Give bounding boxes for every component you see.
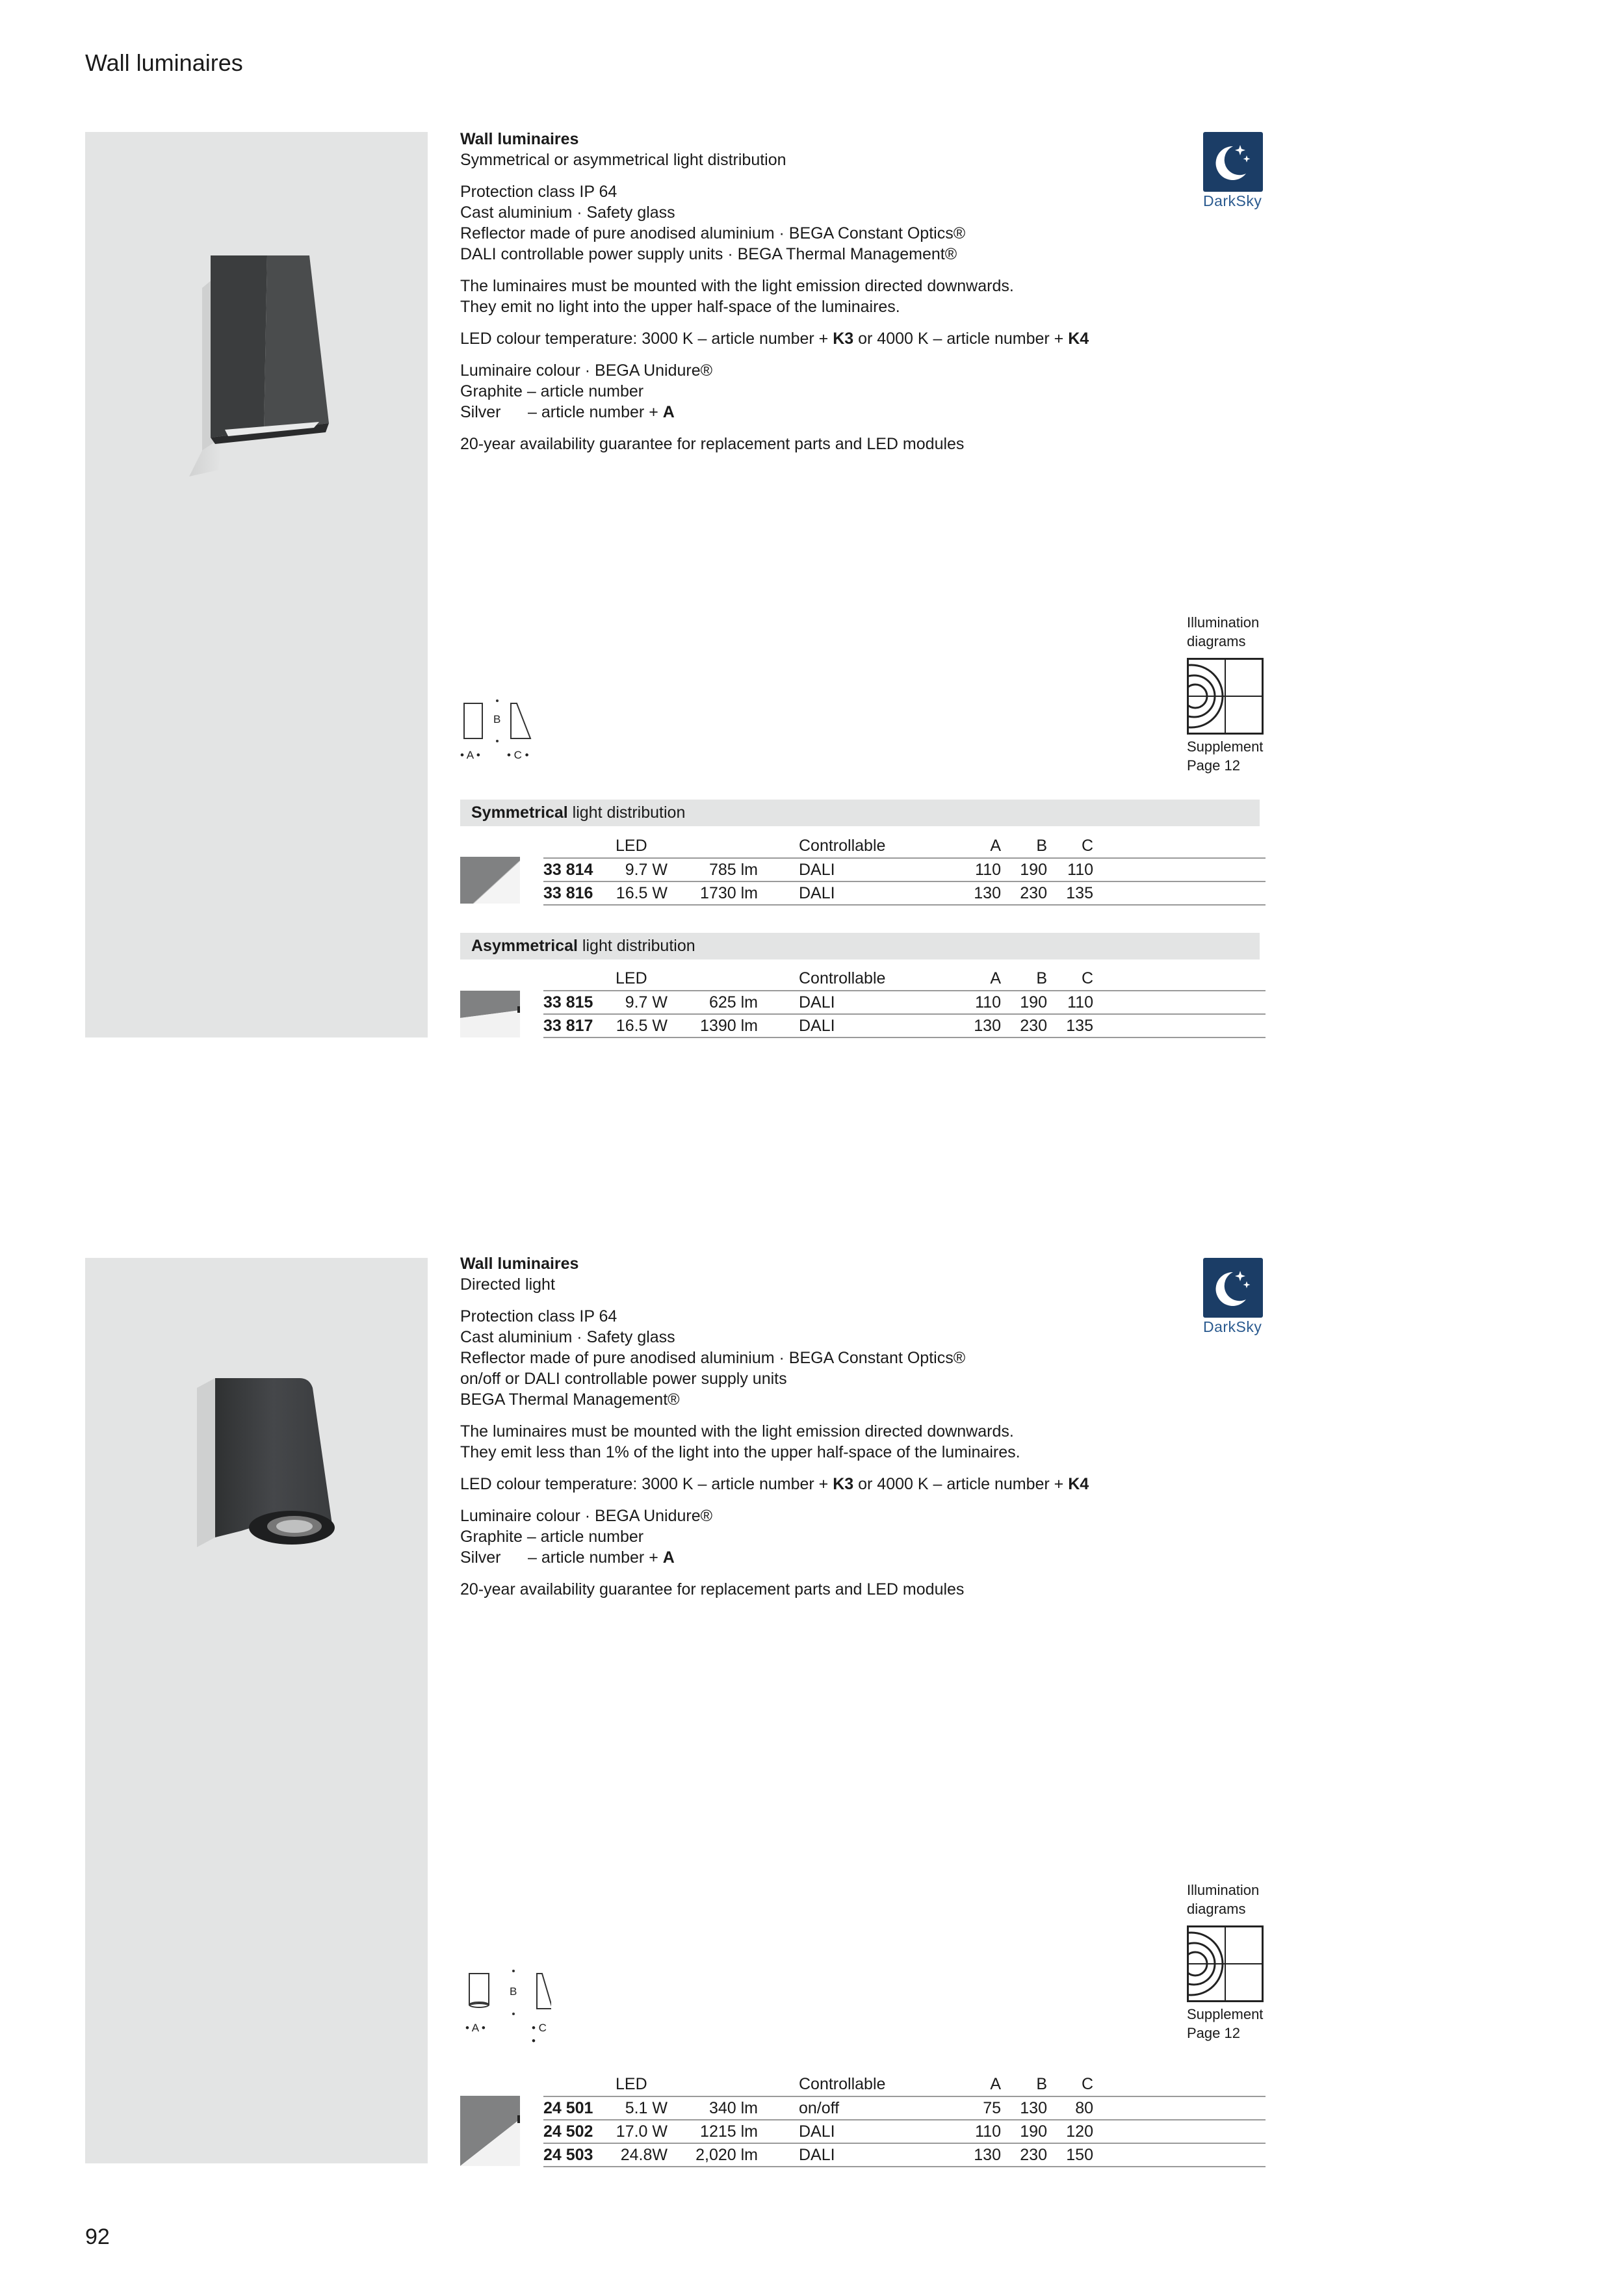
mounting-line: They emit no light into the upper half-space of the luminaires. [460, 298, 900, 316]
page-title: Wall luminaires [85, 49, 243, 76]
illumination-diagram-icon[interactable] [1187, 1925, 1264, 2002]
table-row [543, 1014, 1266, 1037]
silver-suffix: A [662, 1548, 675, 1567]
dim-b: 190 [1001, 858, 1047, 881]
dim-b-label: B [510, 1985, 517, 1998]
dim-a: 75 [935, 2096, 1001, 2120]
supplement-label: Supplement [1187, 2006, 1264, 2022]
header-c: C [1081, 969, 1093, 987]
colour-temp-prefix: LED colour temperature: 3000 K – article number + [460, 1475, 833, 1493]
wattage: 16.5 W [616, 1014, 677, 1037]
header-led: LED [616, 969, 647, 987]
article-number: 24 503 [543, 2143, 616, 2167]
header-c: C [1081, 837, 1093, 855]
header-c: C [1081, 2075, 1093, 2093]
spec-line: Protection class IP 64 [460, 183, 617, 201]
colour-temperature [460, 1474, 1175, 1494]
spec-line: Reflector made of pure anodised aluminium · BEGA Constant Optics® [460, 1349, 966, 1367]
wall-luminaire-rounded-image [85, 1258, 428, 2163]
band-rest: light distribution [567, 803, 686, 822]
colour-temp-k4: K4 [1068, 1475, 1089, 1493]
controllable: DALI [799, 991, 935, 1014]
mounting-line: The luminaires must be mounted with the light emission directed downwards. [460, 1422, 1014, 1441]
dim-b: 190 [1001, 991, 1047, 1014]
silver-label: Silver [460, 403, 501, 421]
controllable: DALI [799, 858, 935, 881]
lumen: 340 lm [677, 2096, 799, 2120]
dim-c-label: • C • [532, 2022, 547, 2047]
header-controllable: Controllable [799, 837, 886, 855]
dimension-sketch [460, 697, 538, 767]
mounting-line: They emit less than 1% of the light into the upper half-space of the luminaires. [460, 1443, 1020, 1461]
dim-c: 80 [1047, 2096, 1093, 2120]
spec-line: Cast aluminium · Safety glass [460, 203, 675, 222]
header-controllable: Controllable [799, 2075, 886, 2093]
lumen: 1215 lm [677, 2120, 799, 2143]
illumination-label-line: Illumination [1187, 614, 1260, 631]
dim-a: 110 [935, 991, 1001, 1014]
light-distribution-icon [460, 857, 520, 904]
colour-line: Graphite – article number [460, 382, 644, 400]
illumination-label-line: diagrams [1187, 1901, 1246, 1917]
dimension-sketch [460, 1968, 551, 2047]
controllable: DALI [799, 881, 935, 905]
header-led: LED [616, 837, 647, 855]
directed-light-table [543, 2072, 1266, 2167]
silver-line [460, 1547, 1175, 1568]
light-distribution-icon [460, 991, 520, 1037]
header-led: LED [616, 2075, 647, 2093]
header-b: B [1036, 837, 1047, 855]
product-1-heading: Wall luminaires [460, 130, 579, 148]
page-number: 92 [85, 2224, 110, 2249]
band-rest: light distribution [577, 937, 695, 955]
dim-a-label: • A • [460, 749, 480, 761]
article-number: 33 814 [543, 858, 616, 881]
symmetrical-band [460, 800, 1260, 826]
product-2-subtitle: Directed light [460, 1275, 555, 1294]
lumen: 2,020 lm [677, 2143, 799, 2167]
symmetrical-light-thumbnail [460, 857, 520, 904]
silver-text: – article number + [528, 403, 663, 421]
wattage: 17.0 W [616, 2120, 677, 2143]
table-header [543, 2072, 1266, 2096]
asymmetrical-table [543, 967, 1266, 1038]
controllable: DALI [799, 1014, 935, 1037]
table-row [543, 881, 1266, 905]
wall-luminaire-angular-image [85, 132, 428, 1037]
illumination-label [1187, 613, 1259, 651]
colour-line: Graphite – article number [460, 1528, 644, 1546]
spec-line: on/off or DALI controllable power supply units [460, 1370, 787, 1388]
header-b: B [1036, 969, 1047, 987]
controllable: on/off [799, 2096, 935, 2120]
spec-line: Reflector made of pure anodised aluminium · BEGA Constant Optics® [460, 224, 966, 242]
darksky-label: DarkSky [1203, 1318, 1262, 1335]
dim-b: 190 [1001, 2120, 1047, 2143]
product-photo-1 [85, 132, 428, 1037]
table-row [543, 2120, 1266, 2143]
darksky-label: DarkSky [1203, 192, 1262, 209]
supplement-page: Page 12 [1187, 2025, 1240, 2041]
dim-a: 130 [935, 881, 1001, 905]
dim-c: 135 [1047, 1014, 1093, 1037]
silver-text: – article number + [528, 1548, 663, 1567]
supplement-label: Supplement [1187, 738, 1264, 755]
table-row [543, 991, 1266, 1014]
controllable: DALI [799, 2120, 935, 2143]
asymmetrical-band [460, 933, 1260, 959]
dim-b: 230 [1001, 2143, 1047, 2167]
guarantee-text: 20-year availability guarantee for replacement parts and LED modules [460, 1580, 965, 1598]
colour-line: Luminaire colour · BEGA Unidure® [460, 1507, 713, 1525]
lumen: 1390 lm [677, 1014, 799, 1037]
supplement-page: Page 12 [1187, 757, 1240, 774]
illumination-diagram-icon[interactable] [1187, 658, 1264, 735]
header-controllable: Controllable [799, 969, 886, 987]
dim-a: 130 [935, 2143, 1001, 2167]
dim-c: 150 [1047, 2143, 1093, 2167]
colour-temp-mid: or 4000 K – article number + [853, 330, 1069, 348]
dim-a: 110 [935, 858, 1001, 881]
light-distribution-icon [460, 2096, 520, 2166]
lumen: 1730 lm [677, 881, 799, 905]
moon-stars-icon [1203, 132, 1263, 192]
supplement-ref[interactable] [1187, 2005, 1263, 2042]
band-bold: Symmetrical [471, 803, 568, 822]
header-a: A [990, 2075, 1001, 2093]
spec-line: Protection class IP 64 [460, 1307, 617, 1325]
header-a: A [990, 969, 1001, 987]
article-number: 24 502 [543, 2120, 616, 2143]
spec-line: BEGA Thermal Management® [460, 1390, 680, 1409]
article-number: 33 815 [543, 991, 616, 1014]
wattage: 9.7 W [616, 858, 677, 881]
silver-suffix: A [662, 403, 675, 421]
colour-temp-k3: K3 [833, 330, 854, 348]
darksky-badge [1203, 132, 1263, 192]
darksky-badge [1203, 1258, 1263, 1318]
header-a: A [990, 837, 1001, 855]
dim-c: 110 [1047, 991, 1093, 1014]
product-1-subtitle: Symmetrical or asymmetrical light distribution [460, 151, 786, 169]
dim-c-label: • C • [507, 749, 529, 761]
wattage: 24.8W [616, 2143, 677, 2167]
illumination-label-line: Illumination [1187, 1882, 1260, 1898]
spec-line: DALI controllable power supply units · BEGA Thermal Management® [460, 245, 957, 263]
header-b: B [1036, 2075, 1047, 2093]
lumen: 785 lm [677, 858, 799, 881]
colour-temp-prefix: LED colour temperature: 3000 K – article number + [460, 330, 833, 348]
supplement-ref[interactable] [1187, 737, 1263, 775]
product-2-description [460, 1253, 1175, 1611]
colour-line: Luminaire colour · BEGA Unidure® [460, 361, 713, 380]
silver-label: Silver [460, 1548, 501, 1567]
asymmetrical-light-thumbnail [460, 991, 520, 1037]
wattage: 5.1 W [616, 2096, 677, 2120]
table-header [543, 834, 1266, 858]
product-1-description [460, 129, 1175, 465]
dim-b: 130 [1001, 2096, 1047, 2120]
dim-c: 120 [1047, 2120, 1093, 2143]
dim-b-label: B [493, 713, 501, 725]
symmetrical-table [543, 834, 1266, 906]
table-row [543, 2096, 1266, 2120]
wattage: 16.5 W [616, 881, 677, 905]
table-header [543, 967, 1266, 991]
colour-temp-k3: K3 [833, 1475, 854, 1493]
band-bold: Asymmetrical [471, 937, 578, 955]
illumination-label [1187, 1881, 1259, 1918]
directed-light-thumbnail [460, 2096, 520, 2166]
colour-temperature [460, 328, 1175, 349]
wattage: 9.7 W [616, 991, 677, 1014]
illumination-label-line: diagrams [1187, 633, 1246, 649]
dim-a: 110 [935, 2120, 1001, 2143]
article-number: 24 501 [543, 2096, 616, 2120]
article-number: 33 816 [543, 881, 616, 905]
article-number: 33 817 [543, 1014, 616, 1037]
dim-c: 135 [1047, 881, 1093, 905]
product-2-heading: Wall luminaires [460, 1255, 579, 1273]
guarantee-text: 20-year availability guarantee for replacement parts and LED modules [460, 435, 965, 453]
dim-a-label: • A • [465, 2022, 486, 2034]
silver-line [460, 402, 1175, 423]
dim-c: 110 [1047, 858, 1093, 881]
controllable: DALI [799, 2143, 935, 2167]
dim-b: 230 [1001, 881, 1047, 905]
mounting-line: The luminaires must be mounted with the light emission directed downwards. [460, 277, 1014, 295]
moon-stars-icon [1203, 1258, 1263, 1318]
colour-temp-k4: K4 [1068, 330, 1089, 348]
table-row [543, 858, 1266, 881]
lumen: 625 lm [677, 991, 799, 1014]
colour-temp-mid: or 4000 K – article number + [853, 1475, 1069, 1493]
spec-line: Cast aluminium · Safety glass [460, 1328, 675, 1346]
product-photo-2 [85, 1258, 428, 2163]
table-row [543, 2143, 1266, 2167]
dim-b: 230 [1001, 1014, 1047, 1037]
dim-a: 130 [935, 1014, 1001, 1037]
